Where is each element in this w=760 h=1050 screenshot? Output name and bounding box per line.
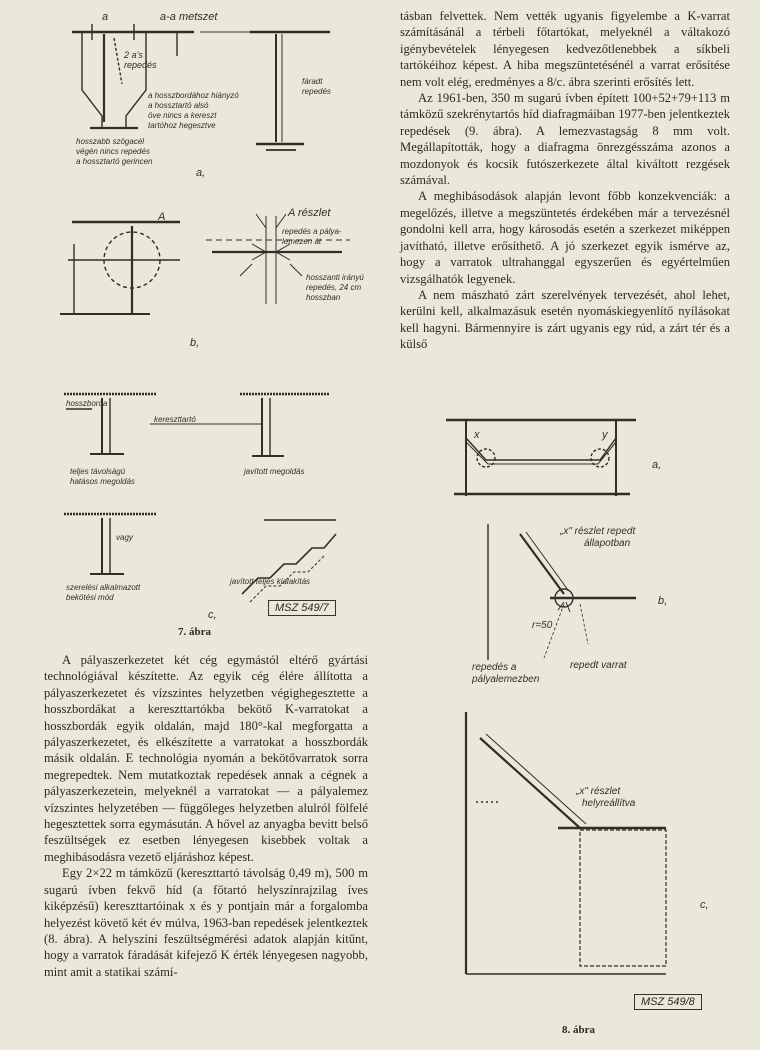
right-paragraph-3: A meghibásodások alapján levont főbb konzekvenciák: a megelőzés, illetve a megszüntetés érdekében már a tervezésnél gondolni kell arra, hogy károsodás esetén a szerkezet miképpen javítható, illetve erősíthető. A jó szerkezet egyik ismérve az, hogy a varratok ultrahanggal egyszerűen és egyértelműen vizsgálhatók legyenek. bbox=[400, 189, 730, 286]
left-paragraph-1: A pályaszerkezetet két cég egymástól eltérő gyártási technológiával készítette. Az egyik cég élére állította a pályaszerkezetet és vízszintes helyzetben végighegesztette a hosszbordákat a kereszttartókba bekötő K-varratokat a hosszbordák egyik oldalán, majd 180°-kal megforgatta a pályaszerkezetet, és elkészítette a varratokat a hosszbordák másik oldalán. E technológia nyomán a bekötővarratok sorra megrepedtek. Nem mutatkoztak repedések annak a cégnek a pályaszerkezetein, melyeknél a varratokat — a pályalemez vízszintes helyzetében — függőleges helyzetben alulról fölfelé hegesztettek sorra egymásután. A hővel az anyagba bevitt belső feszültségek ez esetben lényegesen kisebbek voltak a meghibásodásra vezető eljáráshoz képest. bbox=[44, 653, 368, 864]
fig7a-label: a, bbox=[196, 167, 206, 179]
fig7a-note6: öve nincs a kereszt bbox=[148, 111, 217, 120]
fig7c-label: c, bbox=[208, 609, 217, 621]
fig8-crack2: pályalemezben bbox=[472, 674, 540, 685]
fig7a-note12: repedés bbox=[302, 87, 331, 96]
fig8-b-title1: „x" részlet repedt bbox=[560, 526, 636, 537]
fig7b-reszlet: A részlet bbox=[288, 207, 331, 219]
fig7c-note5: javított megoldás bbox=[244, 467, 305, 476]
fig8-caption: 8. ábra bbox=[562, 1024, 595, 1036]
fig7a-note7: tartóhoz hegesztve bbox=[148, 121, 216, 130]
figure-8-drawing bbox=[440, 398, 740, 1008]
fig7-stamp: MSZ 549/7 bbox=[268, 600, 336, 616]
fig7a-section-title: a-a metszet bbox=[160, 11, 218, 23]
fig8-b-label: b, bbox=[658, 595, 668, 607]
fig8-c-label: c, bbox=[700, 899, 709, 911]
fig7b-note4: repedés, 24 cm bbox=[306, 283, 362, 292]
figure-7-drawing bbox=[30, 4, 402, 636]
fig8-stamp: MSZ 549/8 bbox=[634, 994, 702, 1010]
fig7c-note9: javított teljes kialakítás bbox=[230, 577, 311, 586]
fig7b-note3: hosszanti irányú bbox=[306, 273, 364, 282]
fig8-crack1: repedés a bbox=[472, 662, 517, 673]
fig8-a-label: a, bbox=[652, 459, 662, 471]
fig8-y: y bbox=[602, 429, 608, 441]
fig8-radius: r=50 bbox=[532, 620, 553, 631]
right-paragraph-4: A nem mászható zárt szerelvények tervezését, ahol lehet, kerülni kell, alkalmazásuk esetén nyomáskiegyenlítő nyílásokat kell hagyni. Bármennyire is zárt ugyanis egy rúd, a zárt tér és a külső bbox=[400, 287, 730, 352]
fig7a-note1: 2 a’s bbox=[124, 50, 143, 60]
right-paragraph-1: tásban felvettek. Nem vették ugyanis figyelembe a K-varrat számításánál a térbeli főtartókat, melyeknél a váltakozó igénybevételek lényegesen kedvezőtlenebbek a síkbeli tartókéihoz képest. A hiba megszüntetésénél a varrat erősítése nem volt elég, eredményes a 8/c. ábra szerinti erősítés lett. bbox=[400, 9, 730, 89]
fig7c-note2: kereszttartó bbox=[154, 415, 196, 424]
fig7a-note8: hosszabb szögacél bbox=[76, 137, 145, 146]
fig7c-note4: hatásos megoldás bbox=[70, 477, 135, 486]
fig7a-note2: repedés bbox=[124, 60, 157, 70]
fig7b-note5: hosszban bbox=[306, 293, 341, 302]
fig8-b-title2: állapotban bbox=[584, 538, 631, 549]
fig8-c-title2: helyreállítva bbox=[582, 798, 636, 809]
fig8-weld: repedt varrat bbox=[570, 660, 627, 671]
fig7a-note3: a hosszbordához hiányzó bbox=[148, 91, 239, 100]
right-paragraph-2: Az 1961-ben, 350 m sugarú ívben épített 100+52+79+113 m támközű szekrénytartós híd diafragmáiban 1977-ben jelentkeztek repedések (9. ábra). A lemezvastagság 8 mm volt. Megállapították, hogy a diafragma önrezgésszáma azonos a mozdonyok és kocsik futószerkezete által kiváltott rezgések számával. bbox=[400, 91, 730, 188]
fig8-c-title1: „x" részlet bbox=[576, 786, 621, 797]
fig7a-note10: a hossztartó gerincen bbox=[76, 157, 153, 166]
fig7a-note9: végén nincs repedés bbox=[76, 147, 150, 156]
fig7c-note7: szerelési alkalmazott bbox=[66, 583, 141, 592]
fig7a-note5: a hossztartó alsó bbox=[148, 101, 209, 110]
fig7b-label: b, bbox=[190, 337, 200, 349]
fig7c-note6: vagy bbox=[116, 533, 133, 542]
right-text-column bbox=[400, 8, 730, 353]
fig7a-note11: fáradt bbox=[302, 77, 323, 86]
fig7c-note3: teljes távolságú bbox=[70, 467, 126, 476]
fig7-caption: 7. ábra bbox=[178, 626, 211, 638]
fig7a-section-label: a bbox=[102, 11, 109, 23]
fig7b-note1: repedés a pálya- bbox=[282, 227, 342, 236]
fig7b-note2: lemezen át bbox=[282, 237, 322, 246]
left-text-column bbox=[44, 652, 368, 980]
fig8-x: x bbox=[474, 429, 480, 441]
fig7c-note8: bekötési mód bbox=[66, 593, 114, 602]
fig7b-A: A bbox=[158, 211, 166, 223]
left-paragraph-2: Egy 2×22 m támközű (kereszttartó távolság 0,49 m), 500 m sugarú ívben fekvő híd (a főtartó helyszínrajzilag íves kiképzésű) kereszttartóinak x és y pontjain már a forgalomba helyezést követő két év múlva, 1963-ban repedések jelentkeztek (8. ábra). A helyszíni feszültségmérési adatok alapján kitűnt, hogy a varratok fáradását kifejező K érték lényegesen nagyobb, mint amit a statikai számí- bbox=[44, 866, 368, 979]
fig7c-note1: hosszborda bbox=[66, 399, 108, 408]
